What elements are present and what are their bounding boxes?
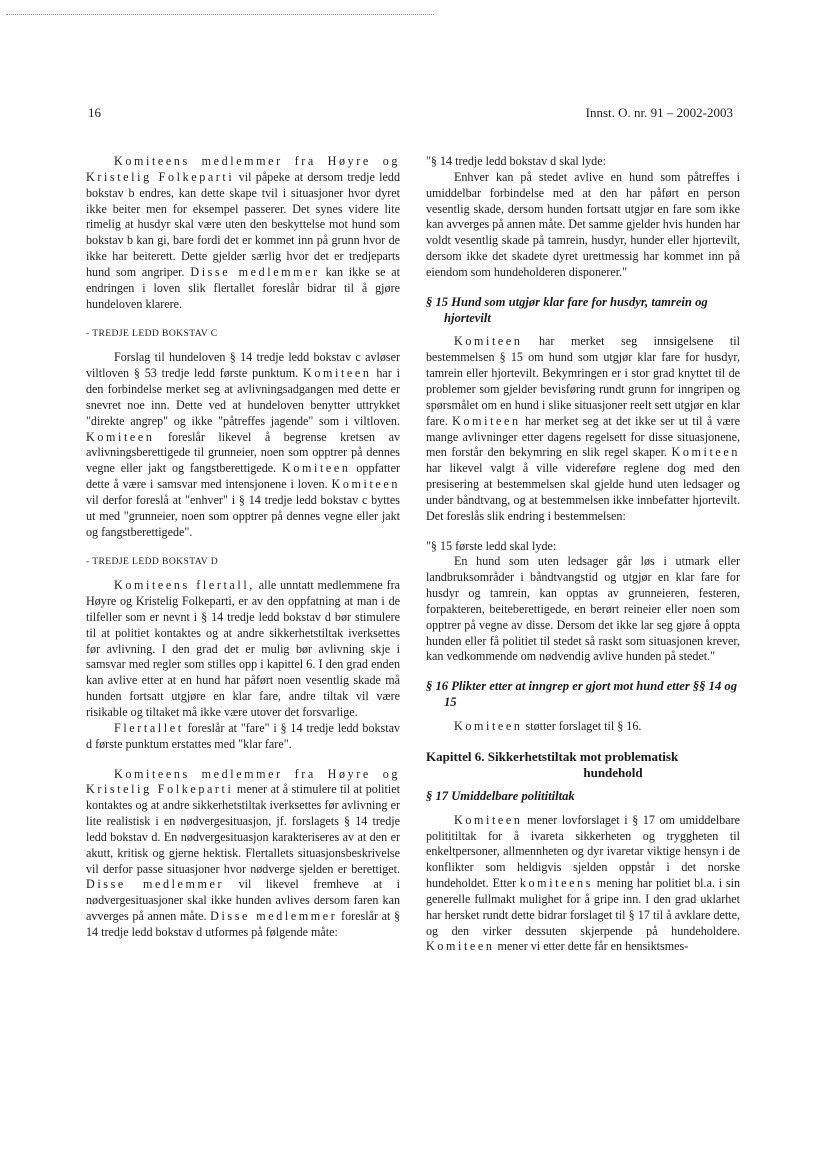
paragraph-text: Forslag til hundeloven § 14 tredje ledd bokstav c avløser viltloven § 53 tredje ledd første punktum. [86,350,400,381]
spaced-subject: Flertallet [114,720,184,735]
quote-intro-15: "§ 15 første ledd skal lyde: [426,538,557,553]
section-label-bokstav-c: - TREDJE LEDD BOKSTAV C [86,328,218,340]
paragraph-text: alle unntatt medlemmene fra Høyre og Kristelig Folkeparti, er av den oppfatning at man i de tilfeller som er nevnt i § 14 tredje ledd bokstav d bør stimulere til at politiet kontaktes og at andre sikkerhetstiltak iverksettes før avlivning. I den grad det er mulig bør avlivning skje i samsvar med regler som stilles opp i kapittel 6. I den grad enden kan avlive etter at en hund har påført noen vesentlig skade må hunden fortsatt utgjøre en klar fare, andre tiltak vil være risikable og tiltaket må ikke være utover det forsvarlige. [86,578,400,719]
section-heading-17: § 17 Umiddelbare polititiltak [426,788,575,803]
spaced-subject: Komiteen [454,719,523,733]
paragraph-text: mener vi etter dette får en hensiktsmes- [494,939,689,954]
spaced-subject: Disse medlemmer [190,264,320,279]
spaced-subject: Komiteens medlemmer fra Høyre og Kristelig Folkeparti [86,766,400,797]
paragraph-text: oppfatter dette å være i samsvar med intensjonene i loven. [86,461,400,492]
paragraph-sec-15 [426,334,740,524]
paragraph-text: har i den forbindelse merket seg at avlivningsadgangen med dette er snevret noe inn. Dette ved at hundeloven benytter uttrykket "direkte angrep" og ikke "påtreffes jagende" som i viltloven. [86,366,400,428]
page-number: 16 [88,105,101,120]
spaced-subject: Komiteen [454,334,523,349]
paragraph-flertall-bokstav-d [86,578,400,721]
paragraph-text: foreslår likevel å begrense kretsen av avlivningsberettigede til grunneier, noen som opptrer på dennes vegne eller jakt og fangstberettigede. [86,429,400,476]
section-heading-15: § 15 Hund som utgjør klar fare for husdyr, tamrein og hjortevilt [426,294,708,325]
paragraph-text: kan ikke se at endringen i loven slik flertallet foreslår bidrar til å gjøre hundeloven klarere. [86,264,400,311]
paragraph-bokstav-c [86,350,400,540]
paragraph-text: mening har politiet bl.a. i sin generelle fullmakt mulighet for å gripe inn. I den grad uklarhet har hersket rundt dette bidrar forslaget til § 17 til å avklare dette, og den virker dessuten skjerpende på hundeholdere. [426,876,741,938]
spaced-subject: Komiteens medlemmer fra Høyre og Kristelig Folkeparti [86,154,400,184]
paragraph-sec-16 [426,719,740,735]
paragraph-hoyre-krf-pkt-b [86,154,400,312]
paragraph-text: mener lovforslaget i § 17 om umiddelbare polititiltak for å ivareta sikkerheten og tryggheten til enkeltpersoner, allmennheten og dyr ivaretar viktige hensyn i de konflikter som heldigvis sjelden oppstår i det norske hundeholdet. Etter [426,812,740,891]
section-label-bokstav-d: - TREDJE LEDD BOKSTAV D [86,556,219,568]
spaced-subject: Komiteens flertall, [114,578,255,593]
spaced-subject: Komiteen [303,366,372,381]
paragraph-sec-17 [426,813,740,956]
paragraph-text: har likevel valgt å ville videreføre reglene dog med den presisering at bestemmelsen skal gjelde hund uten ledsager og under båndtvang, og at bestemmelsen ikke innbefatter hjortevilt. Det foreslås slik endring i bestemmelsen: [426,461,740,523]
paragraph-text: vil likevel fremheve at i nødvergesituasjoner skal ikke hunden avlives dersom faren kan avverges på annen måte. [86,877,400,924]
paragraph-hoyre-krf-nodverge [86,767,400,941]
quote-text-14: Enhver kan på stedet avlive en hund som påtreffes i umiddelbar forbindelse med at den har påført en person vesentlig skade, dersom hunden fortsatt utgjør en fare som ikke kan avverges på annen måte. Det samme gjelder hvis hunden har voldt vesentlig skade på tamrein, husdyr, hunder eller hjortevilt, dersom ikke det skadete dyret urettmessig har kommet inn på eiendom som hundeholderen disponerer." [426,169,740,279]
spaced-subject: komiteens [519,876,594,891]
spaced-subject: Komiteen [452,413,521,428]
paragraph-text: har merket seg at det ikke ser ut til å være mange avlivninger etter dagens regelsett for disse situasjonene, men forstår den bekymring en slik regel skaper. [426,413,741,460]
spaced-subject: Komiteen [671,445,740,460]
paragraph-text: vil påpeke at dersom tredje ledd bokstav b endres, kan dette skape tvil i situasjoner hvor dyret ikke beiter men for eksempel passerer. Det synes videre lite rimelig at husdyr skal være uten den beskyttelse mot hund som bokstav b kan gi, bare fordi det er kommet inn på grunn hvor de ikke har beiterett. Dette gjelder særlig hvor det er tredjeparts hund som angriper. [86,169,400,279]
quote-text-15: En hund som uten ledsager går løs i utmark eller landbruksområder i båndtvangstid og utgjør en klar fare for husdyr og tamrein, kan opptas av grunneieren, festeren, forpakteren, beiteberettigede, en berørt reineier eller noen som opptrer på vegne av disse. Dersom det ikke lar seg gjøre å oppta hunden eller få politiet til stedet så raskt som situasjonen krever, kan vedkommende om nødvendig avlive hunden på stedet." [426,554,740,664]
paragraph-text: har merket seg innsigelsene til bestemmelsen § 15 om hund som utgjør klar fare for husdyr, tamrein eller hjortevilt. Bekymringen er i stor grad knyttet til de problemer som gjelder bevisføring rundt grunn for inngripen og spørsmålet om en hund i slike situasjoner reelt sett utgjør en klar fare. [426,334,740,428]
paragraph-text: støtter forslaget til § 16. [522,719,642,733]
paragraph-text: vil derfor foreslå at "enhver" i § 14 tredje ledd bokstav c byttes ut med "grunneier, noen som opptrer på dennes vegne eller jakt og fangstberettigede". [86,492,400,539]
spaced-subject: Komiteen [282,461,351,476]
scan-dotted-line [6,14,434,15]
spaced-subject: Disse medlemmer [210,909,338,924]
paragraph-text: mener at å stimulere til at politiet kontaktes og at andre sikkerhetstiltak iverksettes før avlivning er lite realistisk i en nødvergesituasjon, jf. forslagets § 14 tredje ledd bokstav d. En nødvergesituasjon karakteriseres av at den er akutt, kritisk og gjerne hektisk. Flertallets situasjonsbeskrivelse vil derfor passe situasjoner hvor nødverge sjelden er berettiget. [86,782,400,876]
document-reference: Innst. O. nr. 91 – 2002-2003 [585,105,733,120]
spaced-subject: Komiteen [331,477,400,492]
spaced-subject: Komiteen [454,812,523,827]
paragraph-flertall-forslag [86,721,400,753]
spaced-subject: Komiteen [86,429,155,444]
right-column [426,154,740,955]
left-column [86,154,400,941]
section-heading-16: § 16 Plikter etter at inngrep er gjort mot hund etter §§ 14 og 15 [426,679,738,710]
paragraph-text: foreslår at § 14 tredje ledd bokstav d utformes på følgende måte: [86,909,401,939]
spaced-subject: Disse medlemmer [86,877,225,892]
quote-intro-14: "§ 14 tredje ledd bokstav d skal lyde: [426,154,606,168]
chapter-heading-line-2: hundehold [583,764,643,780]
paragraph-text: foreslår at "fare" i § 14 tredje ledd bokstav d første punktum erstattes med "klar fare". [86,720,400,751]
spaced-subject: Komiteen [426,939,495,954]
chapter-heading-6 [426,749,740,781]
chapter-heading-line-1: Kapittel 6. Sikkerhetstiltak mot problematisk [426,748,679,764]
